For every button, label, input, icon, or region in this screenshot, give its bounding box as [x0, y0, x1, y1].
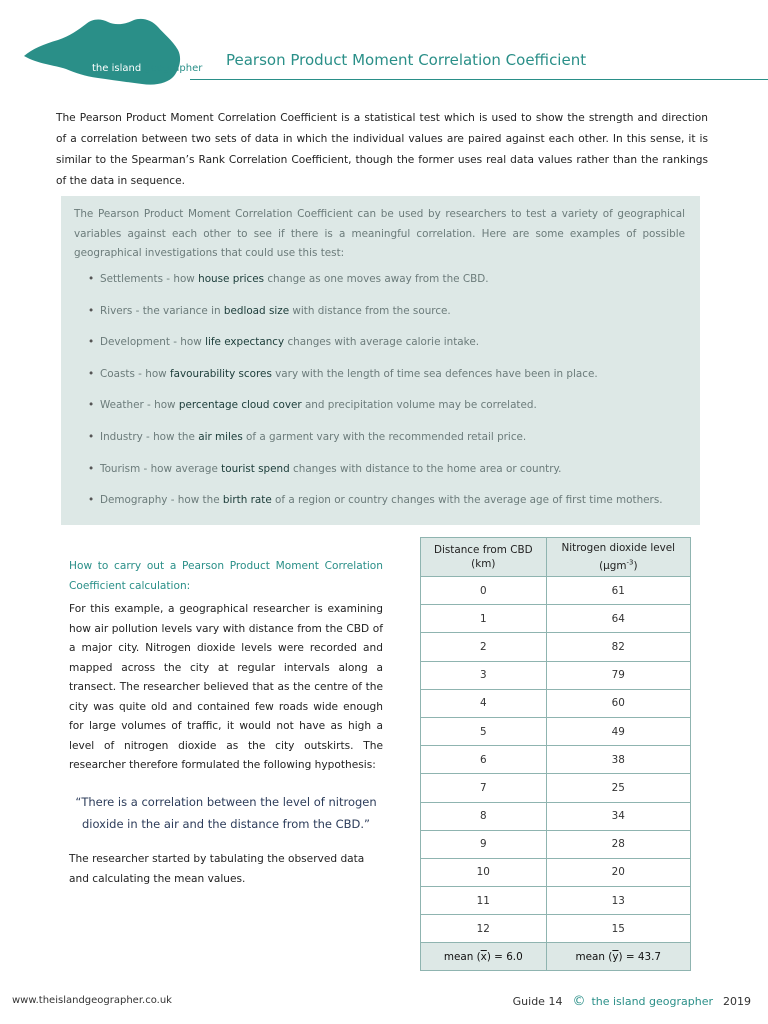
distance-cell: 4: [421, 689, 547, 717]
nitrogen-cell: 38: [546, 746, 690, 774]
table-body: [421, 577, 691, 943]
mean-x-pre: mean (: [443, 950, 481, 963]
examples-list: [88, 273, 688, 526]
example-prefix: Coasts - how: [100, 367, 170, 380]
header-nitrogen-line1: Nitrogen dioxide level: [561, 542, 676, 555]
nitrogen-cell: 61: [546, 577, 690, 605]
mean-row: [421, 943, 691, 971]
header-nitrogen: [546, 538, 690, 577]
header-nitrogen-unit: [599, 560, 637, 572]
logo-text-the-island: the island: [92, 63, 142, 74]
howto-body: For this example, a geographical researcher is examining how air pollution levels vary with distance from the CBD of a major city. Nitrogen dioxide levels were recorded and mapped across the city at regular intervals along a transect. The researcher believed that as the centre of the city was quite old and contained few roads wide enough for large volumes of traffic, it would not have as high a level of nitrogen dioxide as the city outskirts. The researcher therefore formulated the following hypothesis:: [69, 603, 383, 771]
nitrogen-cell: 79: [546, 661, 690, 689]
nitrogen-cell: 20: [546, 858, 690, 886]
hypothesis-quote: “There is a correlation between the level of nitrogen dioxide in the air and the distance from the CBD.”: [75, 795, 377, 831]
nitrogen-cell: 15: [546, 915, 690, 943]
example-prefix: Industry - how the: [100, 430, 199, 443]
example-prefix: Tourism - how average: [100, 462, 222, 475]
logo: [22, 16, 212, 86]
mean-y-symbol: $\overline{y}$: [612, 950, 619, 963]
distance-cell: 9: [421, 830, 547, 858]
nitrogen-cell: 60: [546, 689, 690, 717]
example-keyword: percentage cloud cover: [178, 399, 302, 412]
howto-title: How to carry out a Pearson Product Moment Correlation Coefficient calculation:: [69, 560, 383, 592]
page-title: Pearson Product Moment Correlation Coefficient: [226, 51, 587, 69]
mean-x-cell: [421, 943, 547, 971]
distance-cell: 2: [421, 633, 547, 661]
nitrogen-cell: 25: [546, 774, 690, 802]
table-row: [421, 689, 691, 717]
example-keyword: air miles: [198, 430, 243, 443]
example-prefix: Demography - how the: [100, 494, 223, 507]
table-row: [421, 915, 691, 943]
table-row: [421, 858, 691, 886]
header-distance-line1: Distance from CBD: [433, 544, 533, 556]
table-row: [421, 746, 691, 774]
distance-cell: 11: [421, 887, 547, 915]
example-item: [88, 273, 688, 305]
footer-right: [513, 994, 751, 1009]
mean-x-post: ) = 6.0: [486, 950, 523, 963]
nitrogen-cell: 13: [546, 887, 690, 915]
table-row: [421, 661, 691, 689]
example-keyword: bedload size: [223, 304, 290, 317]
nitrogen-cell: 82: [546, 633, 690, 661]
example-prefix: Rivers - the variance in: [100, 304, 224, 317]
distance-cell: 12: [421, 915, 547, 943]
example-suffix: change as one moves away from the CBD.: [264, 273, 489, 285]
header-divider: [190, 79, 768, 80]
example-item: [88, 399, 688, 431]
example-suffix: with distance from the source.: [289, 304, 451, 317]
example-suffix: changes with average calorie intake.: [284, 336, 480, 349]
distance-cell: 3: [421, 661, 547, 689]
example-item: [88, 336, 688, 368]
footer-url[interactable]: www.theislandgeographer.co.uk: [12, 995, 172, 1006]
example-keyword: tourist spend: [221, 462, 290, 475]
mean-y-pre: mean (: [575, 950, 613, 963]
example-suffix: and precipitation volume may be correlated.: [301, 399, 537, 412]
example-prefix: Settlements - how: [100, 273, 199, 285]
intro-paragraph: The Pearson Product Moment Correlation Coefficient is a statistical test which is used to show the strength and direction of a correlation between two sets of data in which the individual values are paired against each other. In this sense, it is similar to the Spearman’s Rank Correlation Coefficient, though the former uses real data values rather than the rankings of the data in sequence.: [56, 112, 708, 187]
example-suffix: of a garment vary with the recommended retail price.: [242, 430, 527, 443]
distance-cell: 0: [421, 577, 547, 605]
header-distance-line2: (km): [471, 558, 496, 570]
table-row: [421, 577, 691, 605]
example-item: [88, 494, 688, 526]
table-row: [421, 802, 691, 830]
nitrogen-cell: 64: [546, 605, 690, 633]
nitrogen-cell: 49: [546, 717, 690, 745]
example-keyword: favourability scores: [169, 367, 272, 380]
examples-panel: [61, 196, 700, 525]
copyright-icon: ©: [572, 994, 586, 1009]
nitrogen-cell: 28: [546, 830, 690, 858]
example-item: [88, 305, 688, 337]
example-item: [88, 463, 688, 495]
distance-cell: 5: [421, 717, 547, 745]
unit-pre: (μgm: [599, 559, 627, 572]
data-table: [420, 537, 691, 971]
table-row: [421, 774, 691, 802]
table-row: [421, 830, 691, 858]
example-suffix: changes with distance to the home area or country.: [289, 462, 562, 475]
unit-sup: -3: [626, 558, 634, 567]
footer-guide: Guide 14: [512, 995, 563, 1008]
unit-post: ): [633, 559, 638, 572]
example-keyword: birth rate: [222, 494, 272, 507]
mean-x-symbol: $\overline{x}$: [480, 950, 487, 963]
header-distance: [421, 538, 547, 577]
distance-cell: 8: [421, 802, 547, 830]
example-prefix: Weather - how: [100, 399, 179, 412]
logo-text: [92, 63, 202, 74]
table-row: [421, 717, 691, 745]
distance-cell: 6: [421, 746, 547, 774]
nitrogen-cell: 34: [546, 802, 690, 830]
mean-y-post: ) = 43.7: [618, 950, 662, 963]
distance-cell: 10: [421, 858, 547, 886]
footer-brand: the island geographer: [591, 995, 713, 1008]
example-item: [88, 368, 688, 400]
table-header-row: [421, 538, 691, 577]
table-row: [421, 633, 691, 661]
table-row: [421, 887, 691, 915]
distance-cell: 1: [421, 605, 547, 633]
example-keyword: house prices: [198, 273, 265, 285]
footer-year: 2019: [723, 995, 751, 1008]
example-suffix: of a region or country changes with the average age of first time mothers.: [271, 494, 663, 507]
distance-cell: 7: [421, 774, 547, 802]
example-prefix: Development - how: [100, 336, 206, 349]
panel-intro: The Pearson Product Moment Correlation Coefficient can be used by researchers to test a variety of geographical variables against each other to see if there is a meaningful correlation. Here are some examples of possible geographical investigations that could use this test:: [74, 208, 685, 259]
logo-text-geographer: geographer: [144, 63, 203, 74]
example-suffix: vary with the length of time sea defences have been in place.: [271, 367, 598, 380]
mean-y-cell: [546, 943, 690, 971]
closing-paragraph: The researcher started by tabulating the observed data and calculating the mean values.: [69, 853, 365, 885]
table-row: [421, 605, 691, 633]
island-logo-icon: [22, 16, 212, 86]
example-item: [88, 431, 688, 463]
example-keyword: life expectancy: [205, 336, 285, 349]
